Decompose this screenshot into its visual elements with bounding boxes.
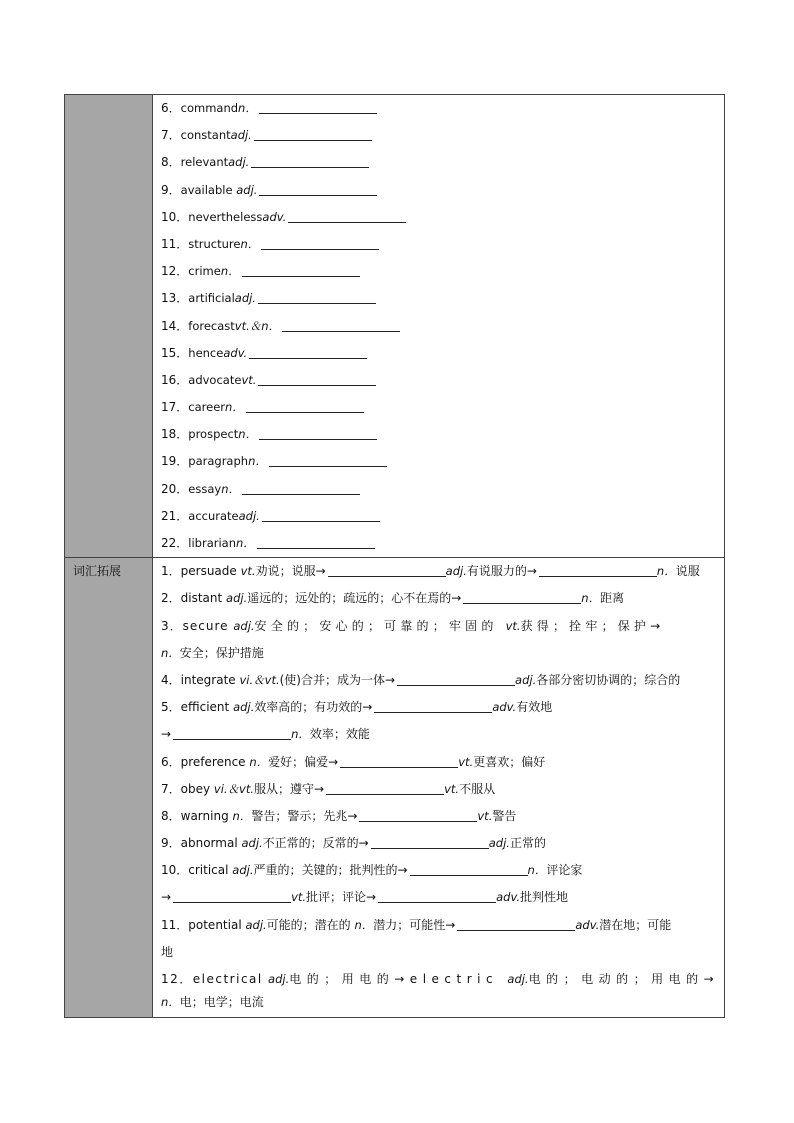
- item-part-of-speech: vt.: [241, 372, 257, 387]
- item-part-of-speech: adj.: [230, 128, 252, 143]
- item-number: 18．: [161, 427, 189, 442]
- item-word: paragraph: [188, 454, 249, 469]
- list-item: [153, 95, 724, 122]
- answer-blank[interactable]: [254, 139, 372, 141]
- item-number: 13．: [161, 291, 189, 306]
- item-part-of-speech: n．: [238, 101, 257, 115]
- item-number: 21．: [161, 508, 189, 523]
- item-word: accurate: [188, 508, 239, 523]
- item-number: 12．: [161, 264, 189, 279]
- answer-blank[interactable]: [257, 547, 375, 549]
- item-number: 7．: [161, 128, 181, 143]
- answer-blank[interactable]: [242, 275, 360, 277]
- list-item: 1．persuade vt.劝说；说服→ adj.有说服力的→ n．说服: [161, 564, 700, 579]
- answer-blank[interactable]: [262, 520, 380, 522]
- answer-blank[interactable]: [259, 438, 377, 440]
- answer-blank[interactable]: [288, 221, 406, 223]
- item-word: prospect: [188, 427, 239, 442]
- answer-blank[interactable]: [251, 166, 369, 168]
- answer-blank[interactable]: [242, 493, 360, 495]
- answer-blank[interactable]: [374, 711, 492, 713]
- item-number: 19．: [161, 454, 189, 469]
- list-item: [153, 476, 724, 503]
- list-item: [153, 231, 724, 258]
- section-label-cell: [65, 558, 153, 1018]
- item-number: 14．: [161, 318, 189, 333]
- item-word: hence: [188, 345, 224, 360]
- item-word: available: [180, 182, 237, 197]
- answer-blank[interactable]: [259, 194, 377, 196]
- list-item: [153, 258, 724, 285]
- table-row: [65, 558, 725, 1018]
- list-item: 6．preference n．爱好；偏爱→ vt.更喜欢；偏好: [161, 754, 546, 769]
- answer-blank[interactable]: [259, 112, 377, 114]
- item-part-of-speech: adv.: [262, 209, 287, 224]
- answer-blank[interactable]: [359, 820, 477, 822]
- item-word: advocate: [188, 372, 242, 387]
- item-number: 6．: [161, 101, 181, 115]
- item-number: 8．: [161, 155, 181, 170]
- list-item: [153, 285, 724, 312]
- section-title: 词汇拓展: [73, 564, 122, 579]
- item-part-of-speech: n．: [238, 427, 258, 442]
- answer-blank[interactable]: [539, 575, 657, 577]
- answer-blank[interactable]: [410, 874, 528, 876]
- list-item: [153, 421, 724, 448]
- section-label-cell: [65, 95, 153, 558]
- list-item: 9．abnormal adj.不正常的；反常的→ adj.正常的: [161, 836, 546, 851]
- item-part-of-speech: adv.: [223, 345, 248, 360]
- list-item: 地: [161, 944, 174, 959]
- item-part-of-speech: n．: [236, 536, 255, 550]
- table-row: [65, 95, 725, 558]
- item-part-of-speech: n．: [220, 264, 240, 279]
- item-part-of-speech: n．: [248, 454, 267, 469]
- item-part-of-speech: adj.: [234, 291, 256, 306]
- list-item: 12．electrical adj.电的；用电的→electric adj.电的；电动的；用电的→: [161, 972, 720, 986]
- vocabulary-table: [64, 94, 725, 1018]
- item-word: artificial: [188, 291, 235, 306]
- item-word: crime: [188, 264, 221, 279]
- item-number: 16．: [161, 372, 189, 387]
- list-item: [153, 448, 724, 475]
- list-item: n．电；电学；电流: [161, 995, 264, 1010]
- list-item: 3．secure adj.安全的；安心的；可靠的；牢固的 vt.获得；拴牢；保护→: [161, 618, 665, 633]
- item-word: relevant: [180, 155, 229, 170]
- list-item: 5．efficient adj.效率高的；有功效的→ adv.有效地: [161, 700, 553, 715]
- list-item: 2．distant adj.遥远的；远处的；疏远的；心不在焉的→ n．距离: [161, 591, 625, 606]
- item-number: 20．: [161, 481, 189, 496]
- item-word: essay: [188, 481, 222, 496]
- list-item: [153, 204, 724, 231]
- answer-blank[interactable]: [261, 248, 379, 250]
- list-item: [153, 530, 724, 557]
- item-number: 11．: [161, 236, 189, 251]
- item-part-of-speech: n．: [221, 481, 240, 496]
- answer-blank[interactable]: [249, 357, 367, 359]
- list-item: → vt.批评；评论→ adv.批判性地: [161, 890, 568, 905]
- answer-blank[interactable]: [246, 411, 364, 413]
- item-word: librarian: [188, 536, 237, 550]
- list-item: [153, 313, 724, 340]
- item-word: command: [180, 101, 239, 115]
- vocabulary-sheet: [64, 94, 725, 1022]
- answer-blank[interactable]: [258, 384, 376, 386]
- list-item: 7．obey vi.＆vt.服从；遵守→ vt.不服从: [161, 781, 496, 796]
- item-word: structure: [188, 236, 241, 251]
- list-item: [153, 367, 724, 394]
- list-item: 4．integrate vi.＆vt.(使)合并；成为一体→ adj.各部分密切协调的；综合的: [161, 672, 681, 687]
- item-number: 10．: [161, 209, 189, 224]
- expansion-cell: [153, 558, 725, 1018]
- list-item: [153, 177, 724, 204]
- item-word: constant: [180, 128, 231, 143]
- answer-blank[interactable]: [269, 465, 387, 467]
- list-item: [153, 503, 724, 530]
- answer-blank[interactable]: [378, 901, 496, 903]
- answer-blank[interactable]: [282, 330, 400, 332]
- list-item: 11．potential adj.可能的；潜在的 n．潜力；可能性→ adv.潜在地；可能: [161, 917, 672, 932]
- list-item: 8．warning n．警告；警示；先兆→ vt.警告: [161, 808, 517, 823]
- answer-blank[interactable]: [463, 602, 581, 604]
- item-number: 22．: [161, 536, 189, 550]
- answer-blank[interactable]: [173, 738, 291, 740]
- item-word: nevertheless: [188, 209, 263, 224]
- list-item: 10．critical adj.严重的；关键的；批判性的→ n．评论家: [161, 863, 583, 878]
- item-word: forecast: [188, 318, 235, 333]
- word-list-cell: [153, 95, 725, 558]
- answer-blank[interactable]: [258, 302, 376, 304]
- item-number: 15．: [161, 345, 189, 360]
- item-number: 17．: [161, 400, 189, 415]
- answer-blank[interactable]: [371, 847, 489, 849]
- answer-blank[interactable]: [173, 901, 291, 903]
- answer-blank[interactable]: [340, 766, 458, 768]
- item-part-of-speech: adj.: [228, 155, 250, 170]
- word-list: [153, 95, 724, 557]
- answer-blank[interactable]: [397, 684, 515, 686]
- item-part-of-speech: adj.: [236, 182, 258, 197]
- item-part-of-speech: adj.: [238, 508, 260, 523]
- item-word: career: [188, 400, 226, 415]
- list-item: [153, 149, 724, 176]
- list-item: → n．效率；效能: [161, 727, 370, 742]
- list-item: [153, 394, 724, 421]
- answer-blank[interactable]: [328, 575, 446, 577]
- item-part-of-speech: n．: [240, 236, 260, 251]
- answer-blank[interactable]: [326, 793, 444, 795]
- item-number: 9．: [161, 182, 181, 197]
- item-part-of-speech: vt.＆n．: [234, 318, 281, 333]
- list-item: [153, 340, 724, 367]
- list-item: [153, 122, 724, 149]
- answer-blank[interactable]: [457, 929, 575, 931]
- list-item: n．安全；保护措施: [161, 645, 264, 660]
- item-part-of-speech: n．: [225, 400, 244, 415]
